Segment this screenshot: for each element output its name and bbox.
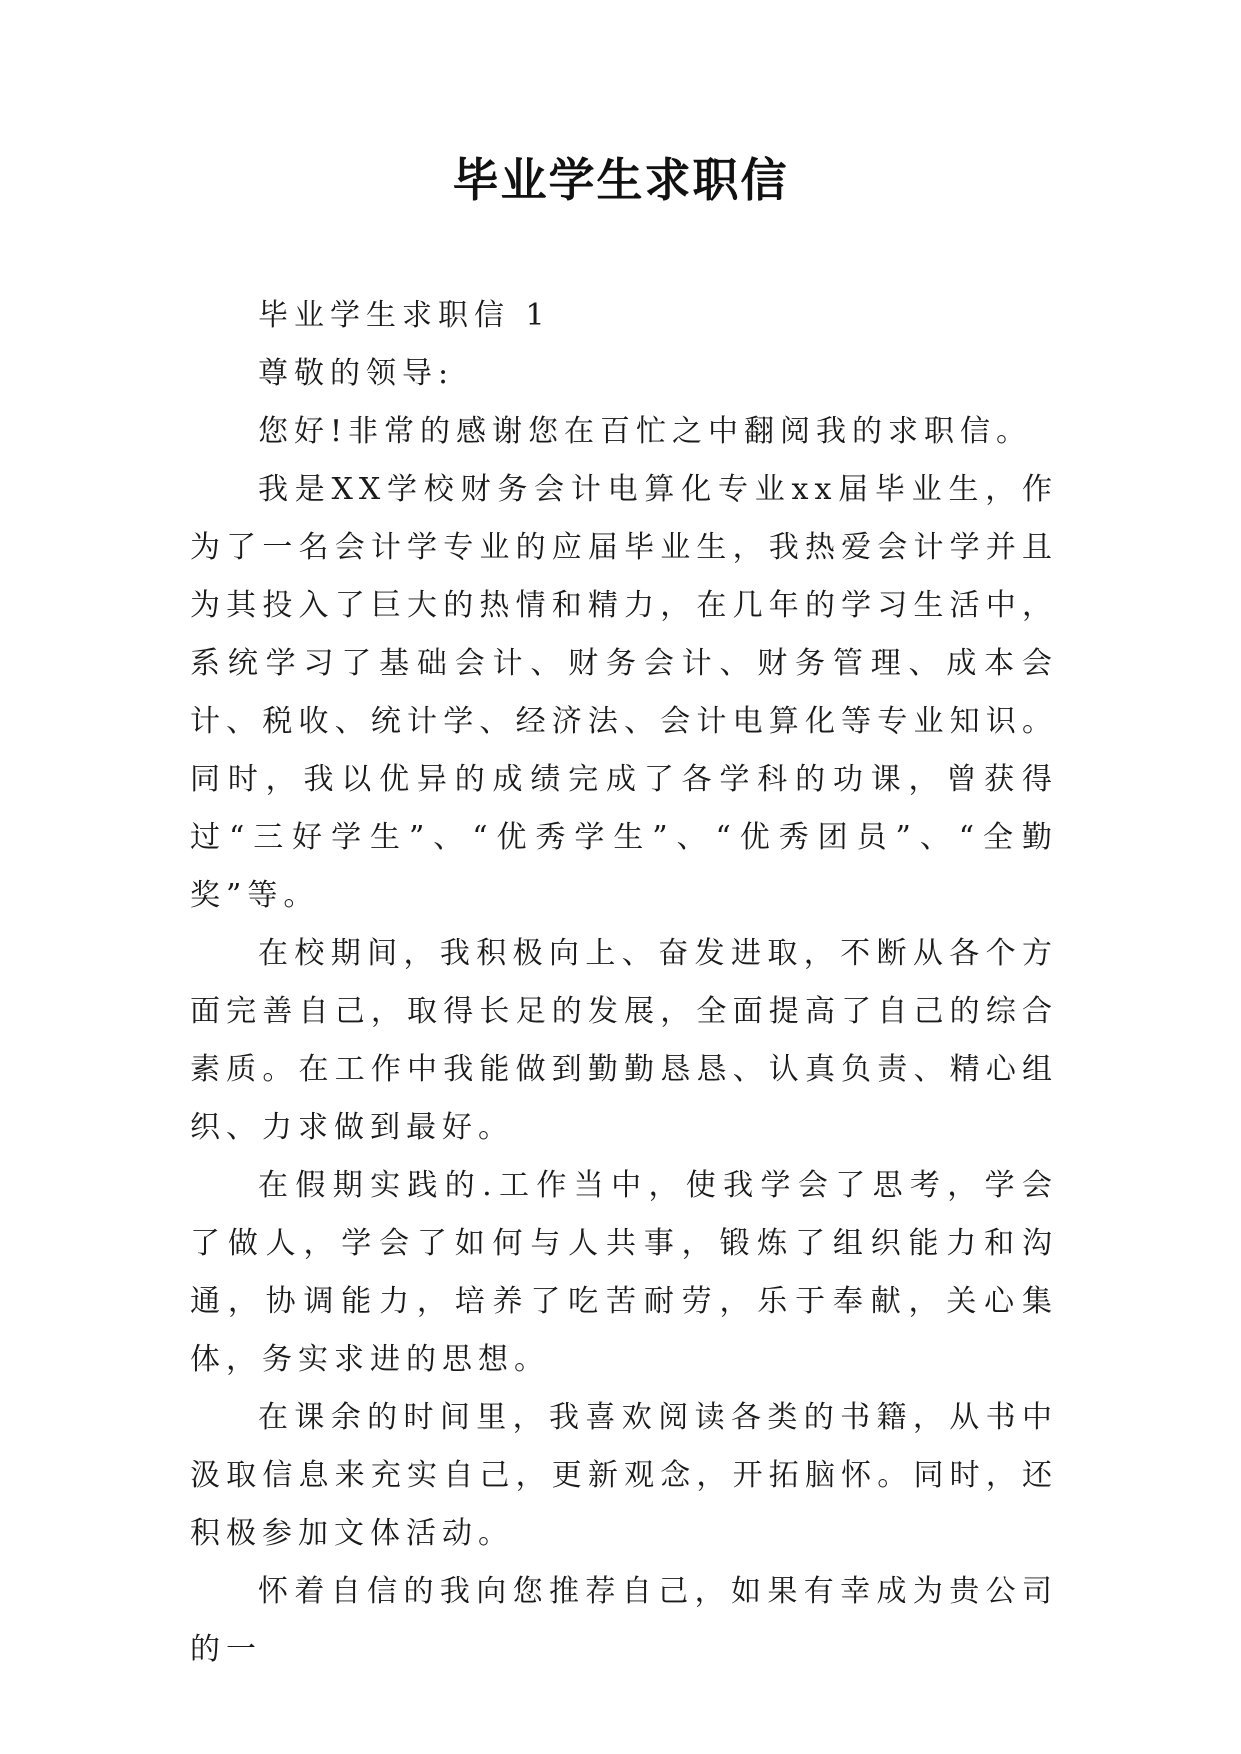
document-body bbox=[190, 287, 1058, 1679]
hobbies-paragraph: 在课余的时间里，我喜欢阅读各类的书籍，从书中汲取信息来充实自己，更新观念，开拓脑怀。同时，还积极参加文体活动。 bbox=[190, 1400, 1058, 1551]
salutation: 尊敬的领导: bbox=[258, 356, 455, 391]
greeting-paragraph: 您好!非常的感谢您在百忙之中翻阅我的求职信。 bbox=[258, 414, 1033, 449]
practice-paragraph: 在假期实践的.工作当中，使我学会了思考，学会了做人，学会了如何与人共事，锻炼了组织能力和沟通，协调能力，培养了吃苦耐劳，乐于奉献，关心集体，务实求进的思想。 bbox=[190, 1168, 1058, 1377]
closing-paragraph: 怀着自信的我向您推荐自己，如果有幸成为贵公司的一 bbox=[190, 1574, 1058, 1667]
section-heading: 毕业学生求职信 1 bbox=[258, 298, 551, 333]
education-paragraph: 我是XX学校财务会计电算化专业xx届毕业生，作为了一名会计学专业的应届毕业生，我热爱会计学并且为其投入了巨大的热情和精力，在几年的学习生活中，系统学习了基础会计、财务会计、财务管理、成本会计、税收、统计学、经济法、会计电算化等专业知识。同时，我以优异的成绩完成了各学科的功课，曾获得过“三好学生”、“优秀学生”、“优秀团员”、“全勤奖”等。 bbox=[190, 472, 1058, 913]
document-title: 毕业学生求职信 bbox=[452, 153, 789, 207]
school-life-paragraph: 在校期间，我积极向上、奋发进取，不断从各个方面完善自己，取得长足的发展，全面提高了自己的综合素质。在工作中我能做到勤勤恳恳、认真负责、精心组织、力求做到最好。 bbox=[190, 936, 1058, 1145]
